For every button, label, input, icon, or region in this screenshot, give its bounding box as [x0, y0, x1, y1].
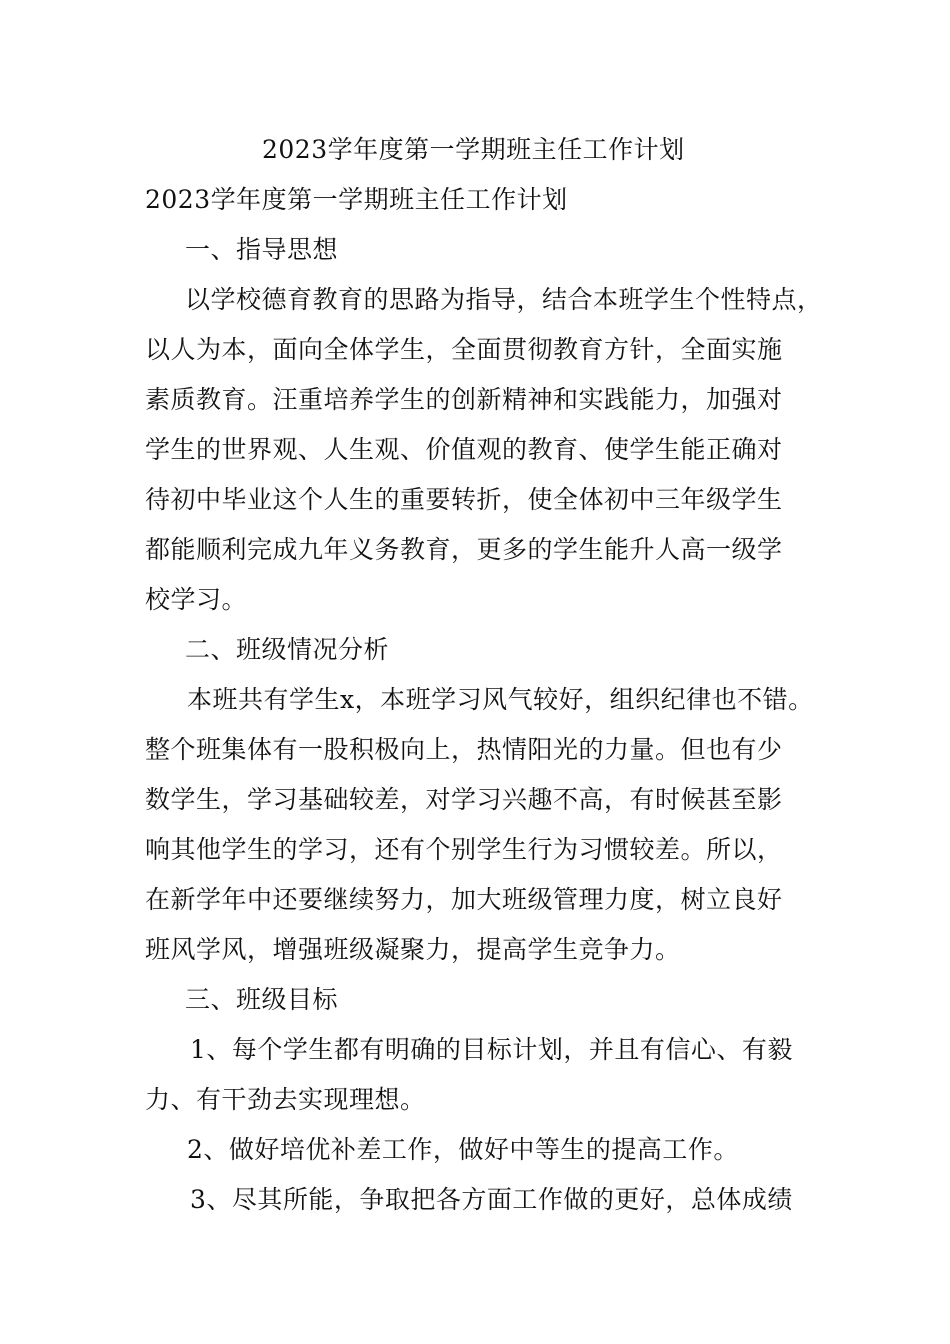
- paragraph-line: 都能顺利完成九年义务教育，更多的学生能升人高一级学: [145, 535, 783, 564]
- paragraph-line: 响其他学生的学习，还有个别学生行为习惯较差。所以，: [145, 835, 783, 864]
- document-title: 2023学年度第一学期班主任工作计划: [262, 135, 685, 164]
- paragraph-line: 1、每个学生都有明确的目标计划，并且有信心、有毅: [190, 1035, 793, 1064]
- paragraph-line: 以学校德育教育的思路为指导，结合本班学生个性特点，: [185, 285, 823, 314]
- paragraph-line: 班风学风，增强班级凝聚力，提高学生竞争力。: [145, 935, 681, 964]
- section-heading: 三、班级目标: [185, 985, 339, 1014]
- paragraph-line: 数学生，学习基础较差，对学习兴趣不高，有时候甚至影: [145, 785, 783, 814]
- section-heading: 二、班级情况分析: [185, 635, 390, 664]
- paragraph-line: 本班共有学生x，本班学习风气较好，组织纪律也不错。: [187, 685, 814, 714]
- paragraph-line: 整个班集体有一股积极向上，热情阳光的力量。但也有少: [145, 735, 783, 764]
- section-heading: 一、指导思想: [185, 235, 339, 264]
- paragraph-line: 在新学年中还要继续努力，加大班级管理力度，树立良好: [145, 885, 783, 914]
- paragraph-line: 2、做好培优补差工作，做好中等生的提高工作。: [187, 1135, 739, 1164]
- paragraph-line: 力、有干劲去实现理想。: [145, 1085, 426, 1114]
- paragraph-line: 校学习。: [145, 585, 248, 614]
- paragraph-line: 待初中毕业这个人生的重要转折，使全体初中三年级学生: [145, 485, 783, 514]
- document-subtitle: 2023学年度第一学期班主任工作计划: [145, 185, 568, 214]
- paragraph-line: 学生的世界观、人生观、价值观的教育、使学生能正确对: [145, 435, 783, 464]
- paragraph-line: 素质教育。汪重培养学生的创新精神和实践能力，加强对: [145, 385, 783, 414]
- paragraph-line: 3、尽其所能，争取把各方面工作做的更好，总体成绩: [190, 1185, 793, 1214]
- paragraph-line: 以人为本，面向全体学生，全面贯彻教育方针，全面实施: [145, 335, 783, 364]
